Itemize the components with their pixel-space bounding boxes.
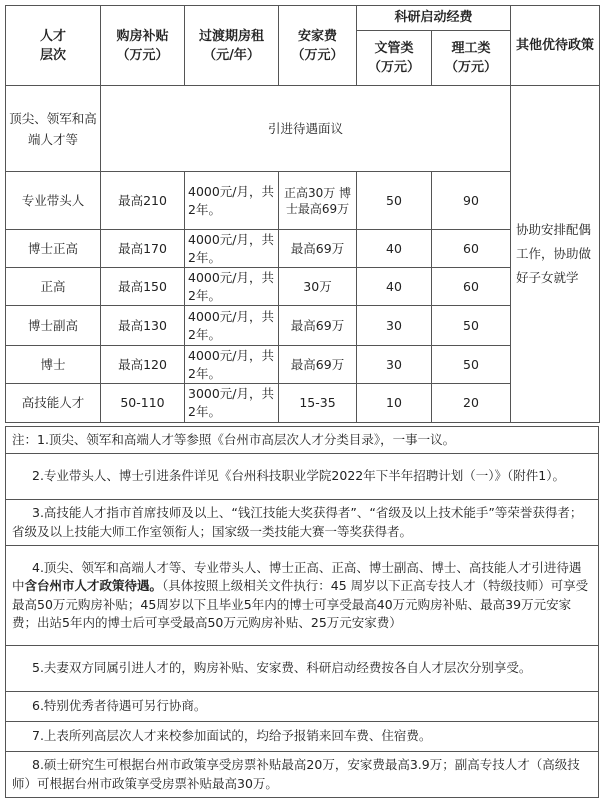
note-4-part-a: 4.顶尖、领军和高端人才等、专业带头人、博士正高、正高、博士副高、博士、高技能人才引进待遇中 (12, 559, 582, 593)
row-arts: 30 (357, 306, 432, 346)
row-settle: 最高69万 (279, 346, 357, 384)
header-talent-level: 人才 层次 (6, 6, 101, 86)
row-level: 专业带头人 (6, 172, 101, 230)
row-level: 高技能人才 (6, 384, 101, 423)
header-other-policy: 其他优待政策 (511, 6, 600, 86)
row-science: 60 (432, 268, 511, 306)
note-7: 7.上表所列高层次人才来校参加面试的，均给予报销来回车费、住宿费。 (6, 722, 599, 752)
header-settlement-fee: 安家费 （万元） (279, 6, 357, 86)
note-6: 6.特别优秀者待遇可另行协商。 (6, 692, 599, 722)
row-housing: 最高170 (101, 230, 185, 268)
header-transition-rent: 过渡期房租 （元/年） (185, 6, 279, 86)
header-research-funding: 科研启动经费 (357, 6, 511, 31)
row-settle: 最高69万 (279, 306, 357, 346)
table-row (6, 384, 600, 423)
table-row (6, 346, 600, 384)
row-housing: 最高150 (101, 268, 185, 306)
row-settle: 正高30万 博士最高69万 (279, 172, 357, 230)
row-housing: 最高130 (101, 306, 185, 346)
table-row (6, 172, 600, 230)
row-arts: 40 (357, 268, 432, 306)
note-8: 8.硕士研究生可根据台州市政策享受房票补贴最高20万，安家费最高3.9万；副高专技人才（高级技师）可根据台州市政策享受房票补贴最高30万。 (6, 752, 599, 798)
header-housing-subsidy: 购房补贴 （万元） (101, 6, 185, 86)
row-science: 50 (432, 346, 511, 384)
row-top-talent-policy: 引进待遇面议 (101, 86, 511, 172)
row-science: 90 (432, 172, 511, 230)
header-science: 理工类 （万元） (432, 31, 511, 86)
row-top-talent-level: 顶尖、领军和高端人才等 (6, 86, 101, 172)
row-arts: 40 (357, 230, 432, 268)
row-arts: 30 (357, 346, 432, 384)
table-row (6, 306, 600, 346)
row-rent: 4000元/月，共2年。 (185, 268, 279, 306)
row-housing: 50-110 (101, 384, 185, 423)
row-arts: 10 (357, 384, 432, 423)
row-science: 50 (432, 306, 511, 346)
row-settle: 15-35 (279, 384, 357, 423)
row-level: 博士 (6, 346, 101, 384)
row-rent: 4000元/月，共2年。 (185, 346, 279, 384)
row-settle: 30万 (279, 268, 357, 306)
talent-policy-table (5, 5, 600, 423)
notes-table (5, 426, 599, 798)
row-rent: 4000元/月，共2年。 (185, 172, 279, 230)
table-row (6, 230, 600, 268)
row-housing: 最高210 (101, 172, 185, 230)
note-3: 3.高技能人才指市首席技师及以上、“钱江技能大奖获得者”、“省级及以上技术能手”等荣誉获得者；省级及以上技能大师工作室领衔人；国家级一类技能大赛一等奖获得者。 (6, 500, 599, 546)
row-rent: 3000元/月，共2年。 (185, 384, 279, 423)
note-4 (6, 546, 599, 646)
row-arts: 50 (357, 172, 432, 230)
note-4-part-c: （具体按照上级相关文件执行：45 周岁以下正高专技人才（特级技师）可享受最高50万元购房补贴；45周岁以下且毕业5年内的博士可享受最高40万元购房补贴、最高39万元安家费；出站5年内的博士后可享受最高50万元购房补贴、25万元安家费） (12, 578, 589, 630)
row-level: 博士正高 (6, 230, 101, 268)
row-rent: 4000元/月，共2年。 (185, 306, 279, 346)
note-1: 注：1.顶尖、领军和高端人才等参照《台州市高层次人才分类目录》，一事一议。 (6, 427, 599, 454)
row-science: 60 (432, 230, 511, 268)
other-policy-cell: 协助安排配偶工作，协助做好子女就学 (511, 86, 600, 423)
table-row (6, 268, 600, 306)
row-level: 博士副高 (6, 306, 101, 346)
row-level: 正高 (6, 268, 101, 306)
row-science: 20 (432, 384, 511, 423)
note-4-emphasis: 含台州市人才政策待遇。 (24, 578, 163, 593)
row-housing: 最高120 (101, 346, 185, 384)
row-rent: 4000元/月，共2年。 (185, 230, 279, 268)
header-arts: 文管类 （万元） (357, 31, 432, 86)
note-2: 2.专业带头人、博士引进条件详见《台州科技职业学院2022年下半年招聘计划（一）》（附件1）。 (6, 454, 599, 500)
row-settle: 最高69万 (279, 230, 357, 268)
note-5: 5.夫妻双方同属引进人才的，购房补贴、安家费、科研启动经费按各自人才层次分别享受。 (6, 646, 599, 692)
